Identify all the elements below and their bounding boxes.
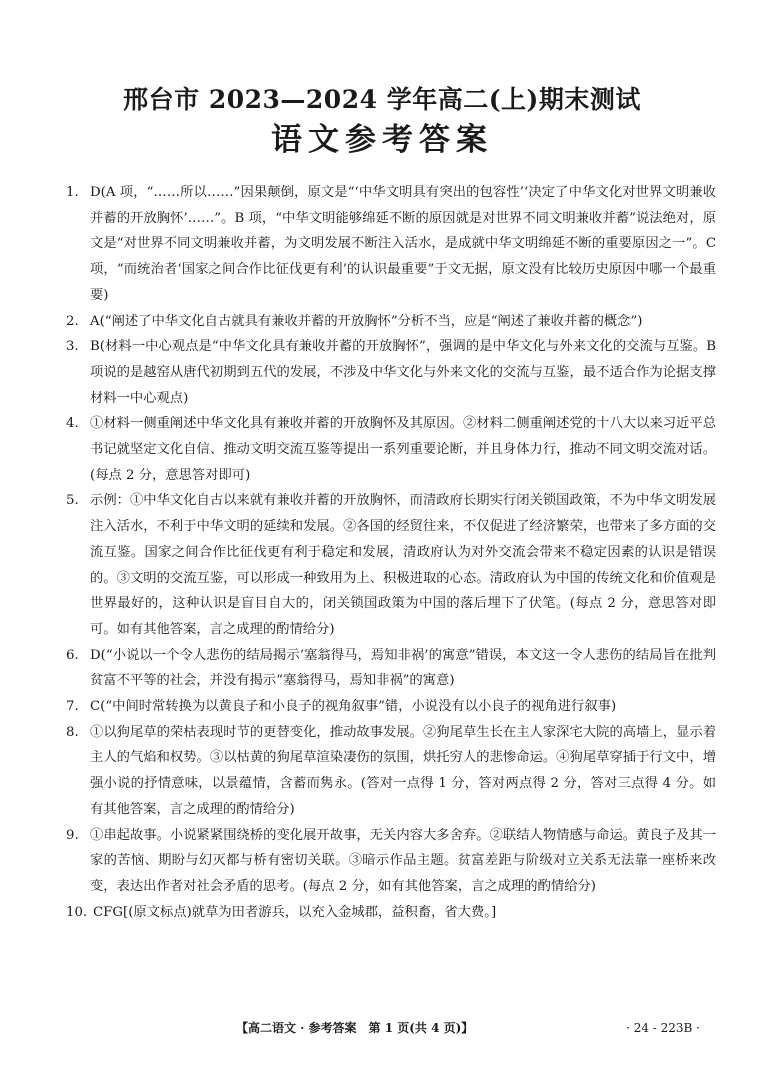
answer-number: 5. (66, 493, 79, 509)
answer-item-4 (66, 411, 716, 488)
answer-number: 8. (66, 724, 79, 740)
answer-item-1 (66, 180, 716, 309)
answer-item-8 (66, 720, 716, 823)
answer-text: ①材料一侧重阐述中华文化具有兼收并蓄的开放胸怀及其原因。②材料二侧重阐述党的十八大以来习近平总书记就坚定文化自信、推动文明交流互鉴等提出一系列重要论断，并且身体力行，推动不同文明交流对话。(每点 2 分，意思答对即可) (90, 416, 716, 483)
answer-text: D(“小说以一个令人悲伤的结局揭示‘塞翁得马，焉知非祸’的寓意”错误，本文这一令人悲伤的结局旨在批判贫富不平等的社会，并没有揭示“塞翁得马，焉知非祸”的寓意) (90, 647, 716, 689)
answer-item-3 (66, 334, 716, 411)
document-subtitle: 语文参考答案 (271, 122, 493, 158)
answer-number: 9. (66, 827, 79, 843)
answer-text: A(“阐述了中华文化自古就具有兼收并蓄的开放胸怀”分析不当，应是“阐述了兼收并蓄的概念”) (90, 313, 643, 329)
answer-number: 2. (66, 313, 79, 329)
answer-text: ①串起故事。小说紧紧围绕桥的变化展开故事，无关内容大多舍弃。②联结人物情感与命运。黄良子及其一家的苦恼、期盼与幻灭都与桥有密切关联。③暗示作品主题。贫富差距与阶级对立关系无法靠一座桥来改变，表达出作者对社会矛盾的思考。(每点 2 分，如有其他答案，言之成理的酌情给分) (90, 827, 716, 894)
page-footer (0, 1018, 764, 1038)
answer-text: 示例：①中华文化自古以来就有兼收并蓄的开放胸怀，而清政府长期实行闭关锁国政策，不为中华文明发展注入活水，不利于中华文明的延续和发展。②各国的经贸往来，不仅促进了经济繁荣，也带来了多方面的交流互鉴。国家之间合作比征伐更有利于稳定和发展，清政府认为对外交流会带来不稳定因素的认识是错误的。③文明的交流互鉴，可以形成一种致用为上、积极进取的心态。清政府认为中国的传统文化和价值观是世界最好的，这种认识是盲目自大的，闭关锁国政策为中国的落后埋下了伏笔。(每点 2 分，意思答对即可。如有其他答案，言之成理的酌情给分) (90, 493, 716, 637)
footer-code: · 24 - 223B · (626, 1021, 700, 1035)
answer-number: 6. (66, 647, 79, 663)
answer-list (66, 180, 716, 925)
answer-number: 10. (66, 904, 88, 920)
answer-item-7 (66, 694, 716, 720)
answer-number: 3. (66, 339, 79, 355)
answer-text: D(A 项，“……所以……”因果颠倒，原文是“‘中华文明具有突出的包容性’‘决定了中华文化对世界文明兼收并蓄的开放胸怀’……”。B 项，“中华文明能够绵延不断的原因就是对世界不同文明兼收并蓄”说法绝对，原文是“对世界不同文明兼收并蓄，为文明发展不断注入活水，是成就中华文明绵延不断的重要原因之一”。C 项，“而统治者‘国家之间合作比征伐更有利’的认识最重要”于文无据，原文没有比较历史原因中哪一个最重要) (90, 185, 716, 303)
answer-number: 7. (66, 699, 79, 715)
answer-item-5 (66, 488, 716, 642)
answer-item-2 (66, 309, 716, 335)
answer-text: CFG[(原文标点)就草为田者游兵，以充入金城郡，益积畜，省大费。] (93, 904, 497, 920)
footer-page-info: 【高二语文 · 参考答案 第 1 页(共 4 页)】 (236, 1021, 474, 1035)
answer-number: 4. (66, 416, 79, 432)
answer-number: 1. (66, 185, 79, 200)
answer-text: C(“中间时常转换为以黄良子和小良子的视角叙事”错，小说没有以小良子的视角进行叙事) (90, 699, 617, 715)
answer-item-6 (66, 643, 716, 694)
answer-item-10 (66, 900, 716, 926)
answer-text: B(材料一中心观点是“中华文化具有兼收并蓄的开放胸怀”，强调的是中华文化与外来文化的交流与互鉴。B 项说的是越窑从唐代初期到五代的发展，不涉及中华文化与外来文化的交流与互鉴，最不适合作为论据支撑材料一中心观点) (90, 339, 716, 406)
answer-item-9 (66, 823, 716, 900)
exam-title: 邢台市 2023—2024 学年高二(上)期末测试 (123, 85, 641, 114)
answer-text: ①以狗尾草的荣枯表现时节的更替变化，推动故事发展。②狗尾草生长在主人家深宅大院的高墙上，显示着主人的气焰和权势。③以枯黄的狗尾草渲染凄伤的氛围，烘托穷人的悲惨命运。④狗尾草穿插于行文中，增强小说的抒情意味，以景蕴情，含蓄而隽永。(答对一点得 1 分，答对两点得 2 分，答对三点得 4 分。如有其他答案，言之成理的酌情给分) (90, 724, 716, 817)
